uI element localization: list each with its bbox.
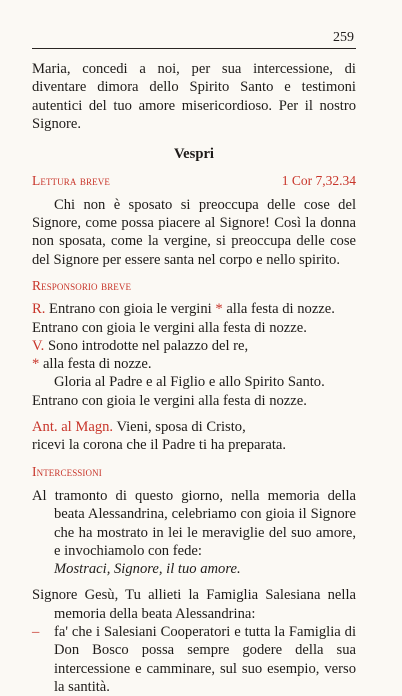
responsorio-line-2: Entrano con gioia le vergini alla festa di nozze. <box>32 319 307 336</box>
lettura-reference: 1 Cor 7,32.34 <box>281 173 356 189</box>
responsorio-line-3: V. Sono introdotte nel palazzo del re, <box>32 337 249 354</box>
intercessioni-section <box>32 463 356 696</box>
responsorio-line-5: Gloria al Padre e al Figlio e allo Spirito Santo. <box>54 374 325 391</box>
intercessioni-label: Intercessioni <box>32 463 102 479</box>
dash-mark: – <box>32 624 40 641</box>
page-content <box>32 60 356 696</box>
vespri-title: Vespri <box>173 146 214 163</box>
responsorio-section <box>32 277 356 410</box>
intercessioni-intro: Al tramonto di questo giorno, nella memoria della beata Alessandrina, celebriamo con gioia il Signore che ha mostrato in lei le meraviglie del suo amore, e invochiamolo con fede: <box>32 487 356 559</box>
responsorio-line-1: R. Entrano con gioia le vergini * alla festa di nozze. <box>32 301 335 318</box>
petition-intro: Signore Gesù, Tu allieti la Famiglia Salesiana nella memoria della beata Alessandrina: <box>32 587 356 622</box>
responsorio-label: Responsorio breve <box>32 277 132 293</box>
versicle-symbol: V. <box>32 337 45 354</box>
lettura-text: Chi non è sposato si preoccupa delle cose del Signore, come possa piacere al Signore! Così la donna non sposata, come la vergine, si preoccupa delle cose del Signore per essere santa nel corpo e nello spirito. <box>32 196 356 268</box>
star-mark: * <box>32 356 40 373</box>
lettura-label: Lettura breve <box>32 173 110 189</box>
antifona-section <box>32 418 356 455</box>
lettura-header <box>32 172 356 190</box>
petition-text: fa' che i Salesiani Cooperatori e tutta la Famiglia di Don Bosco possa sempre godere della sua intercessione e camminare, sul suo esempio, verso la santità. <box>54 624 356 695</box>
intro-prayer: Maria, concedi a noi, per sua intercessione, di diventare dimora dello Spirito Santo e testimoni autentici del tuo amore misericordioso. Per il nostro Signore. <box>32 61 356 132</box>
antifona-label: Ant. al Magn. <box>32 419 114 436</box>
page-number: 259 <box>333 30 354 45</box>
antifona-line-2: ricevi la corona che il Padre ti ha preparata. <box>32 437 287 454</box>
antifona-line-1: Ant. al Magn. Vieni, sposa di Cristo, <box>32 419 246 436</box>
responsorio-line-6: Entrano con gioia le vergini alla festa di nozze. <box>32 392 307 409</box>
response-symbol: R. <box>32 301 46 318</box>
header-rule <box>32 48 356 49</box>
intercessioni-response: Mostraci, Signore, il tuo amore. <box>54 561 241 578</box>
star-mark: * <box>215 301 223 318</box>
responsorio-line-4: * alla festa di nozze. <box>32 356 152 373</box>
